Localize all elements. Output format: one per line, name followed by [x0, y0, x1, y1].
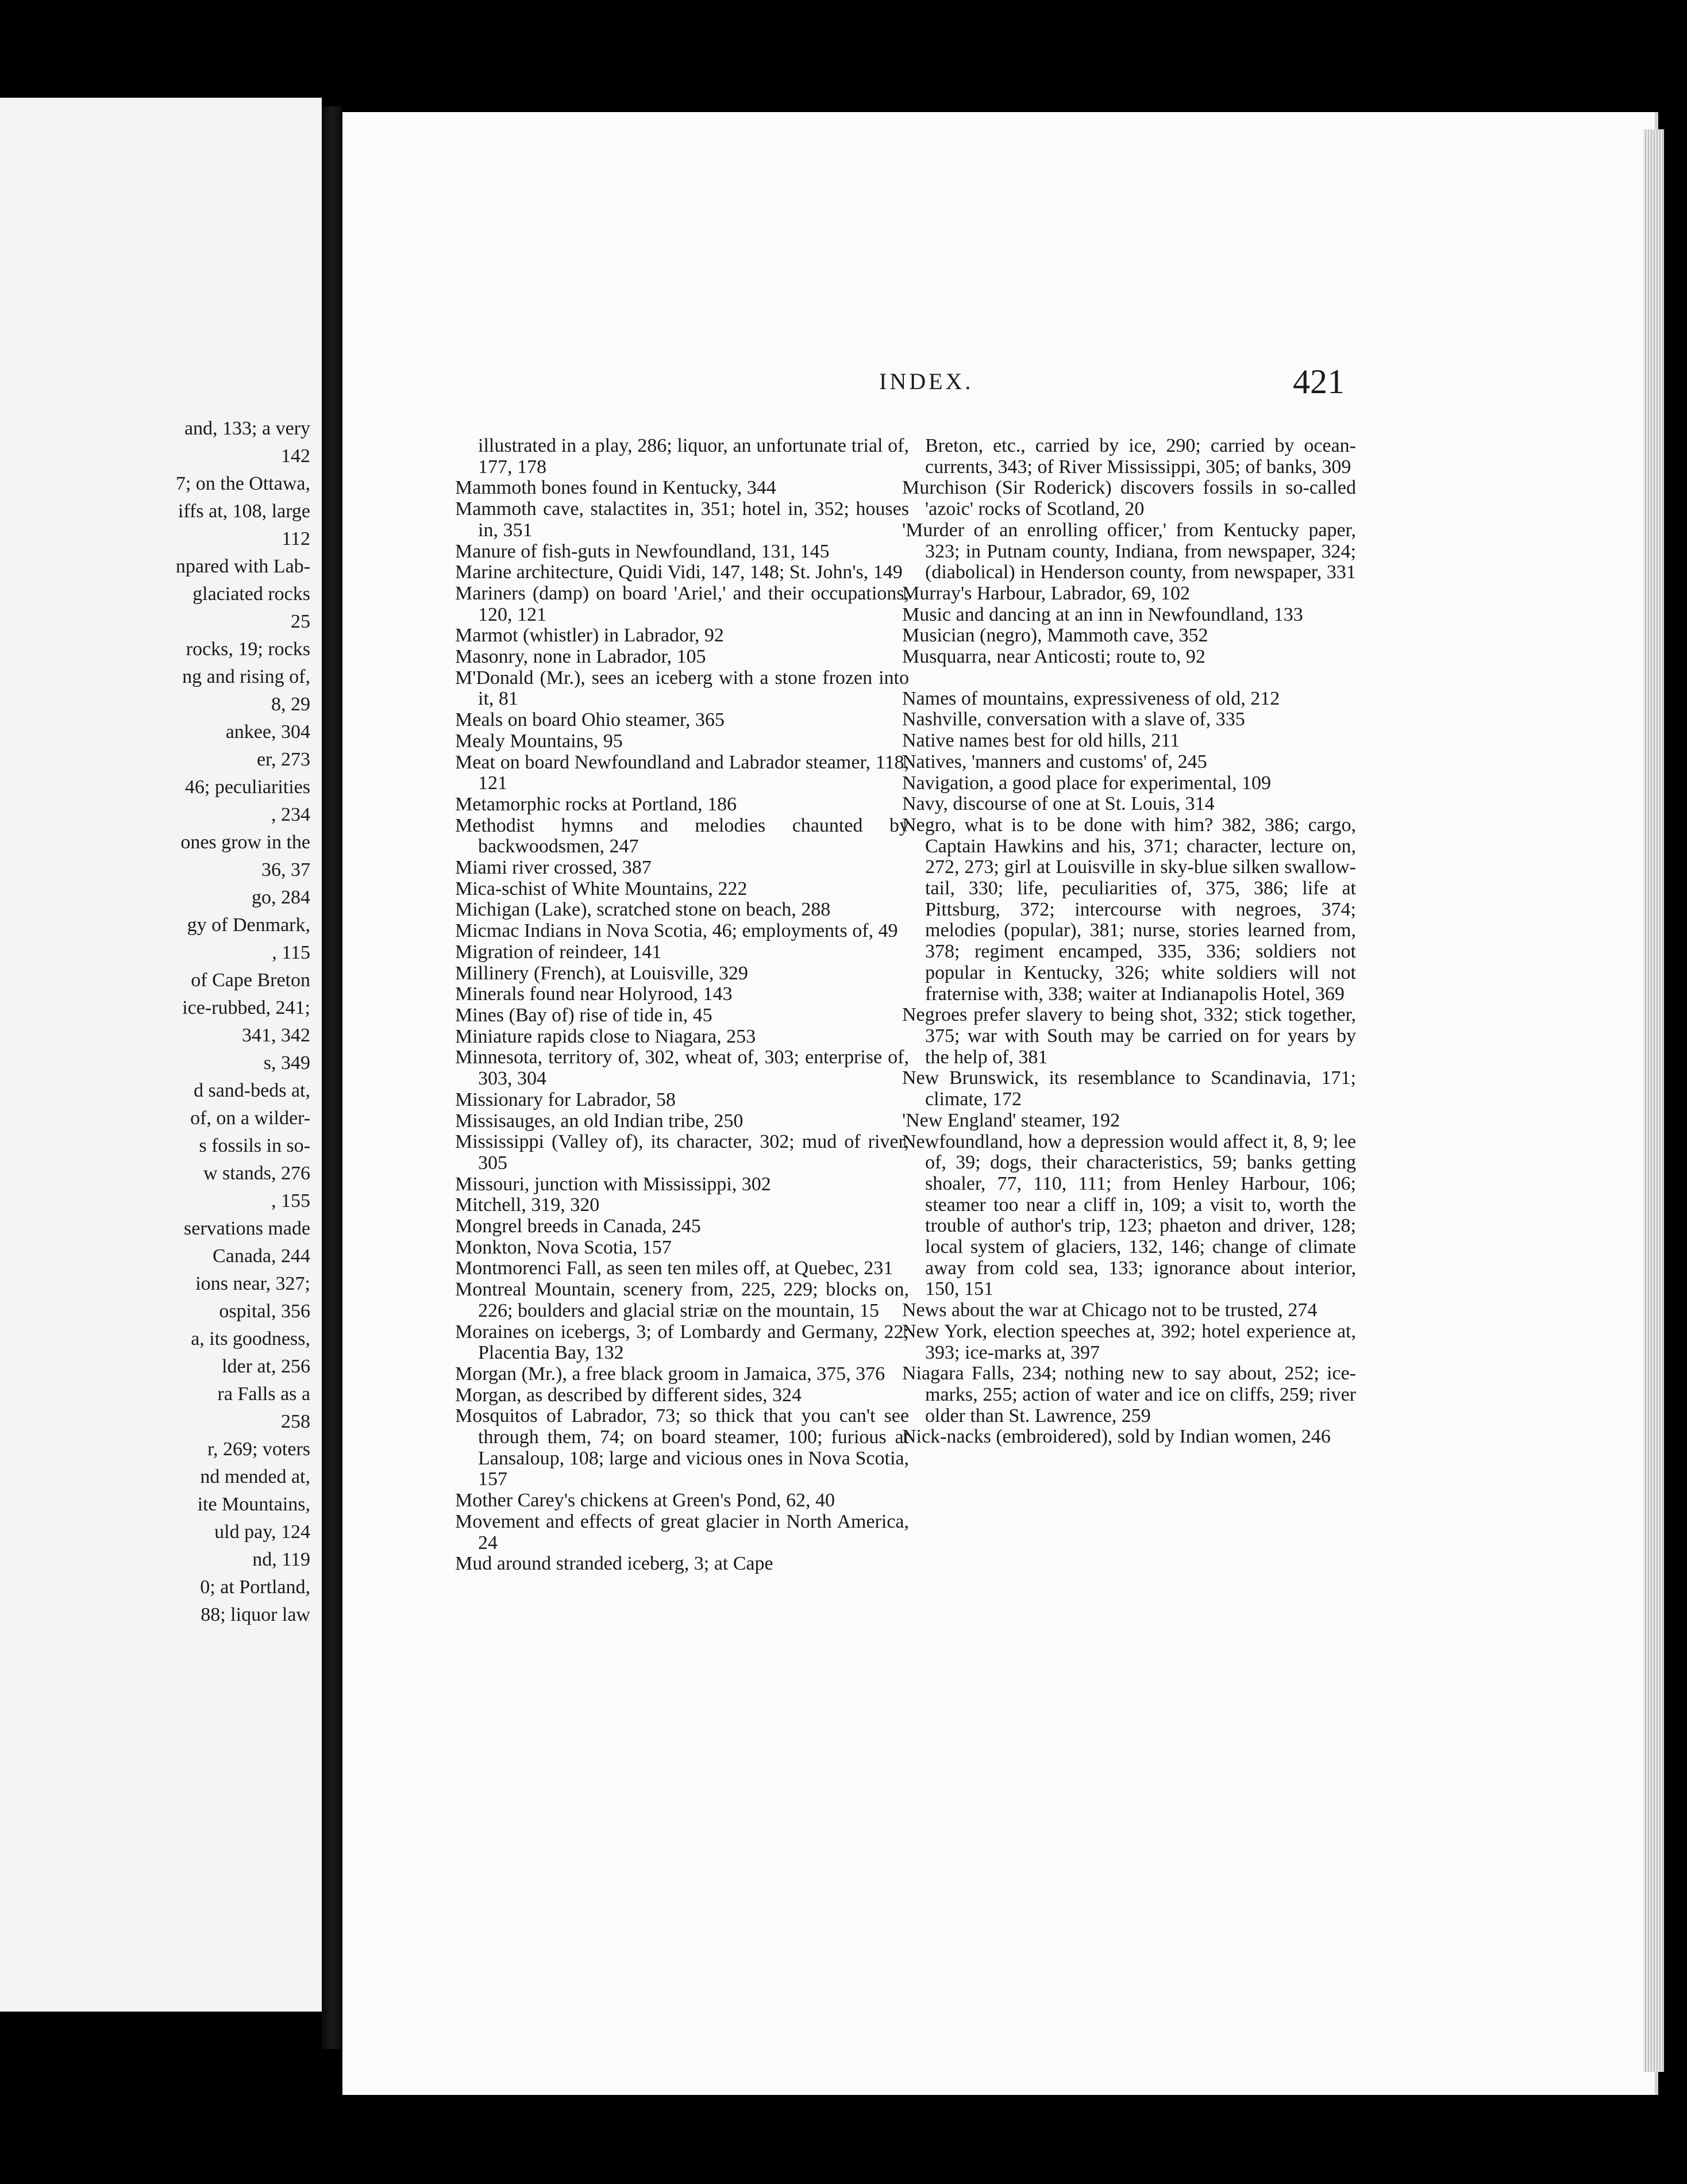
previous-page-line: of, on a wilder- [190, 1108, 310, 1129]
previous-page-line: 88; liquor law [201, 1604, 310, 1625]
previous-page-line: ra Falls as a [217, 1383, 310, 1405]
previous-page-line: servations made [184, 1218, 310, 1239]
index-entry: Mississippi (Valley of), its character, 302; mud of river, 305 [455, 1131, 909, 1174]
previous-page-line: and, 133; a very [184, 418, 310, 439]
index-entry: Nashville, conversation with a slave of, 335 [902, 709, 1245, 730]
index-entry: Marmot (whistler) in Labrador, 92 [455, 625, 724, 647]
index-entry: Morgan (Mr.), a free black groom in Jamaica, 375, 376 [455, 1363, 885, 1385]
index-entry: Mammoth bones found in Kentucky, 344 [455, 477, 776, 499]
previous-page-line: ones grow in the [180, 832, 310, 853]
index-entry: M'Donald (Mr.), sees an iceberg with a stone frozen into it, 81 [455, 667, 909, 710]
index-entry: Mines (Bay of) rise of tide in, 45 [455, 1004, 712, 1026]
previous-page-line: 7; on the Ottawa, [175, 473, 310, 494]
previous-page-line: , 115 [272, 942, 310, 963]
index-entry: News about the war at Chicago not to be trusted, 274 [902, 1299, 1318, 1321]
previous-page-line: 258 [281, 1411, 310, 1432]
previous-page-line: gy of Denmark, [187, 914, 310, 936]
index-entry: Music and dancing at an inn in Newfoundland, 133 [902, 603, 1303, 625]
index-entry: Native names best for old hills, 211 [902, 730, 1180, 752]
previous-page-line: r, 269; voters [207, 1439, 310, 1460]
index-entry: Miniature rapids close to Niagara, 253 [455, 1025, 756, 1047]
index-entry: Niagara Falls, 234; nothing new to say about, 252; ice-marks, 255; action of water and ice on cliffs, 259; river older than St. Lawrence, 259 [902, 1363, 1356, 1426]
previous-page-line: glaciated rocks [192, 583, 310, 605]
index-entry: Miami river crossed, 387 [455, 857, 652, 879]
index-entry: Micmac Indians in Nova Scotia, 46; employments of, 49 [455, 920, 898, 942]
previous-page-line: 112 [282, 528, 310, 549]
previous-page-line: rocks, 19; rocks [186, 639, 310, 660]
index-entry: Masonry, none in Labrador, 105 [455, 646, 706, 668]
index-entry: Migration of reindeer, 141 [455, 941, 662, 963]
index-entry: Mitchell, 319, 320 [455, 1194, 600, 1216]
index-entry: Monkton, Nova Scotia, 157 [455, 1236, 672, 1258]
book-gutter [322, 106, 342, 2049]
previous-page-line: Canada, 244 [213, 1245, 310, 1267]
previous-page-line: go, 284 [252, 887, 310, 908]
index-entry: Missouri, junction with Mississippi, 302 [455, 1173, 771, 1195]
page-edges [1643, 129, 1664, 2072]
index-entry: Missionary for Labrador, 58 [455, 1089, 676, 1110]
index-entry: Natives, 'manners and customs' of, 245 [902, 751, 1207, 772]
index-entry: Musquarra, near Anticosti; route to, 92 [902, 646, 1205, 668]
index-entry: Minnesota, territory of, 302, wheat of, 303; enterprise of, 303, 304 [455, 1047, 909, 1090]
previous-page-line: 25 [291, 611, 310, 632]
previous-page-line: ite Mountains, [197, 1494, 310, 1515]
index-entry: Murchison (Sir Roderick) discovers fossils in so-called 'azoic' rocks of Scotland, 20 [902, 477, 1356, 520]
index-entry: Marine architecture, Quidi Vidi, 147, 148; St. John's, 149 [455, 562, 903, 583]
previous-page-line: ankee, 304 [225, 721, 310, 743]
previous-page-line: d sand-beds at, [193, 1080, 310, 1101]
index-entry: Methodist hymns and melodies chaunted by backwoodsmen, 247 [455, 814, 909, 858]
index-entry: Missisauges, an old Indian tribe, 250 [455, 1110, 744, 1132]
previous-page-line: npared with Lab- [175, 556, 310, 577]
index-entry: Negro, what is to be done with him? 382, 386; cargo, Captain Hawkins and his, 371; character, lecture on, 272, 273; girl at Louisville in sky-blue silken swallow-tail, 330; life, peculiarities of, 375, 386; life at Pittsburg, 372; intercourse with negroes, 374; melodies (popular), 381; nurse, stories learned from, 378; regiment encamped, 335, 336; soldiers not popular in Kentucky, 326; white soldiers will not fraternise with, 338; waiter at Indianapolis Hotel, 369 [902, 814, 1356, 1005]
previous-page-line: , 155 [271, 1190, 310, 1212]
index-entry: Mud around stranded iceberg, 3; at Cape [455, 1553, 773, 1575]
previous-page-line: 36, 37 [261, 859, 310, 880]
index-entry: Metamorphic rocks at Portland, 186 [455, 793, 737, 815]
index-entry: Nick-nacks (embroidered), sold by Indian women, 246 [902, 1426, 1331, 1448]
index-entry: 'New England' steamer, 192 [902, 1109, 1120, 1131]
page-number: 421 [1293, 363, 1345, 401]
previous-page-line: 341, 342 [242, 1025, 310, 1046]
index-entry: Negroes prefer slavery to being shot, 332; stick together, 375; war with South may be carried on for years by the help of, 381 [902, 1004, 1356, 1068]
running-head: INDEX. [879, 368, 974, 394]
index-entry: New York, election speeches at, 392; hotel experience at, 393; ice-marks at, 397 [902, 1320, 1356, 1363]
index-entry: Breton, etc., carried by ice, 290; carried by ocean-currents, 343; of River Mississippi, 305; of banks, 309 [925, 435, 1356, 478]
previous-page-line: 46; peculiarities [184, 776, 310, 798]
previous-page-line: nd, 119 [252, 1549, 310, 1570]
index-entry: Mariners (damp) on board 'Ariel,' and their occupations, 120, 121 [455, 582, 909, 625]
index-entry: Navy, discourse of one at St. Louis, 314 [902, 793, 1215, 815]
previous-page [0, 98, 322, 2012]
index-entry: Mica-schist of White Mountains, 222 [455, 878, 748, 899]
index-entry: Movement and effects of great glacier in North America, 24 [455, 1510, 909, 1554]
previous-page-text [0, 415, 310, 1629]
index-entry: New Brunswick, its resemblance to Scandinavia, 171; climate, 172 [902, 1067, 1356, 1110]
index-entry: Mongrel breeds in Canada, 245 [455, 1216, 701, 1237]
previous-page-line: ospital, 356 [219, 1301, 310, 1322]
index-entry: Montmorenci Fall, as seen ten miles off, at Quebec, 231 [455, 1258, 893, 1279]
index-entry: Mealy Mountains, 95 [455, 730, 623, 752]
previous-page-line: 0; at Portland, [200, 1577, 310, 1598]
index-entry: Minerals found near Holyrood, 143 [455, 983, 733, 1005]
index-entry: 'Murder of an enrolling officer,' from Kentucky paper, 323; in Putnam county, Indiana, from newspaper, 324; (diabolical) in Henderson county, from newspaper, 331 [902, 519, 1356, 583]
index-column-right [902, 436, 1356, 1448]
index-entry: Musician (negro), Mammoth cave, 352 [902, 625, 1208, 647]
previous-page-line: a, its goodness, [191, 1328, 310, 1349]
index-entry: Mosquitos of Labrador, 73; so thick that you can't see through them, 74; on board steamer, 100; furious at Lansaloup, 108; large and vicious ones in Nova Scotia, 157 [455, 1405, 909, 1490]
index-column-left [455, 436, 909, 1575]
previous-page-line: iffs at, 108, large [178, 501, 310, 522]
previous-page-line: er, 273 [256, 749, 310, 770]
previous-page-line: 8, 29 [271, 694, 310, 715]
index-entry: Morgan, as described by different sides, 324 [455, 1384, 802, 1406]
index-entry: Meals on board Ohio steamer, 365 [455, 709, 725, 731]
previous-page-line: , 234 [271, 804, 310, 825]
previous-page-line: of Cape Breton [191, 970, 310, 991]
previous-page-line: w stands, 276 [203, 1163, 310, 1184]
index-entry: Navigation, a good place for experimental, 109 [902, 772, 1271, 794]
index-entry: Newfoundland, how a depression would affect it, 8, 9; lee of, 39; dogs, their characteristics, 59; banks getting shoaler, 77, 110, 111; from Henley Harbour, 106; steamer too near a cliff in, 109; a visit to, worth the trouble of author's trip, 123; phaeton and driver, 128; local system of glaciers, 132, 146; change of climate away from cold sea, 133; ignorance about interior, 150, 151 [902, 1131, 1356, 1300]
previous-page-line: ions near, 327; [195, 1273, 310, 1294]
index-entry: Manure of fish-guts in Newfoundland, 131, 145 [455, 540, 830, 562]
index-entry: Montreal Mountain, scenery from, 225, 229; blocks on, 226; boulders and glacial striæ on the mountain, 15 [455, 1279, 909, 1321]
index-entry: Murray's Harbour, Labrador, 69, 102 [902, 582, 1190, 604]
index-entry: Millinery (French), at Louisville, 329 [455, 962, 748, 984]
index-entry: Mother Carey's chickens at Green's Pond, 62, 40 [455, 1490, 835, 1512]
previous-page-line: ice-rubbed, 241; [182, 997, 310, 1018]
previous-page-line: uld pay, 124 [214, 1521, 310, 1543]
index-entry: Names of mountains, expressiveness of old, 212 [902, 687, 1280, 709]
previous-page-line: lder at, 256 [222, 1356, 310, 1377]
previous-page-line: 142 [281, 445, 310, 467]
previous-page-line: nd mended at, [200, 1466, 310, 1487]
index-entry: illustrated in a play, 286; liquor, an unfortunate trial of, 177, 178 [478, 435, 909, 478]
index-entry: Moraines on icebergs, 3; of Lombardy and Germany, 22; Placentia Bay, 132 [455, 1321, 909, 1364]
index-entry: Meat on board Newfoundland and Labrador steamer, 118, 121 [455, 751, 909, 794]
previous-page-line: s fossils in so- [199, 1135, 310, 1156]
index-entry: Michigan (Lake), scratched stone on beach, 288 [455, 899, 831, 921]
index-entry: Mammoth cave, stalactites in, 351; hotel in, 352; houses in, 351 [455, 498, 909, 541]
previous-page-line: ng and rising of, [182, 666, 310, 687]
previous-page-line: s, 349 [263, 1052, 310, 1074]
